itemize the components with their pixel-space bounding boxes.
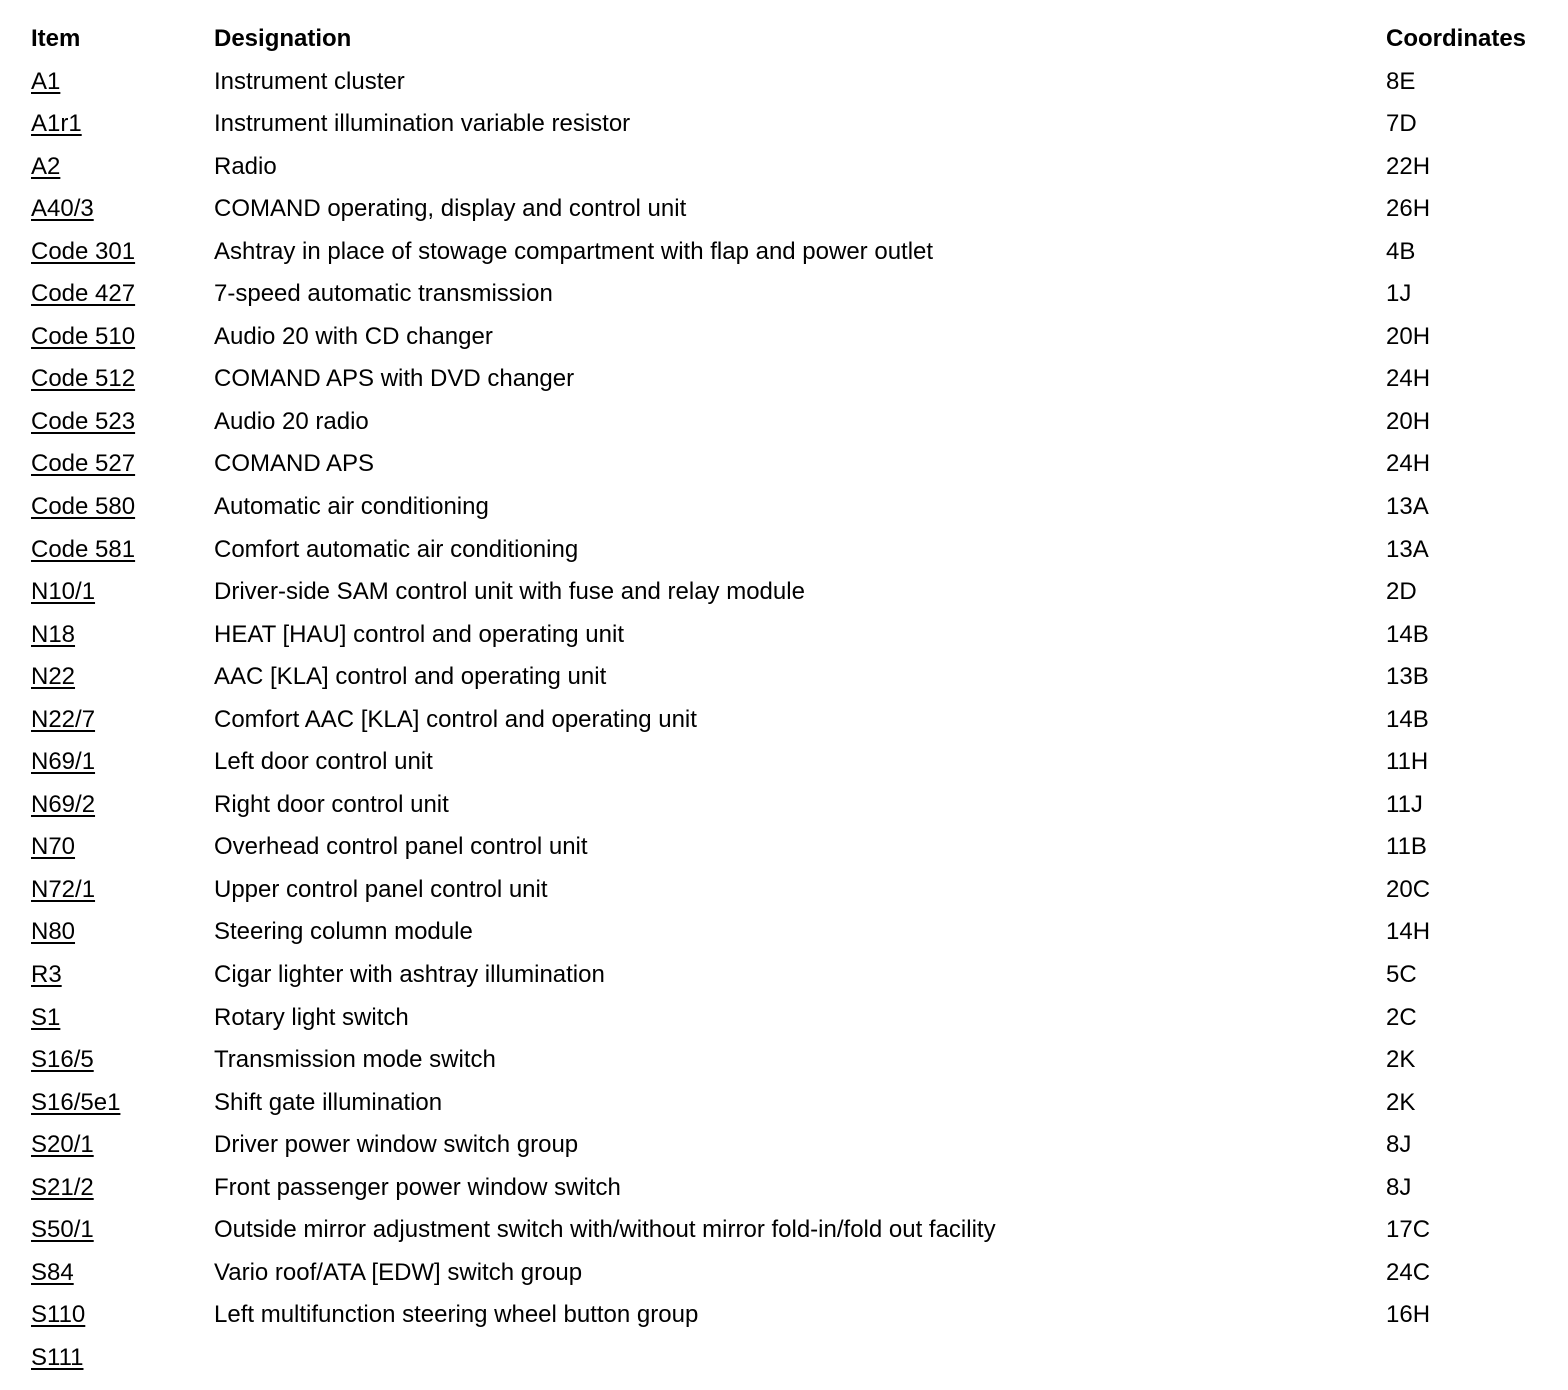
row-designation: Left door control unit <box>214 748 433 776</box>
component-table <box>31 18 1551 1380</box>
table-row <box>31 784 1551 827</box>
item-link[interactable]: S110 <box>31 1301 86 1329</box>
table-row <box>31 741 1551 784</box>
row-designation: COMAND APS <box>214 450 375 478</box>
row-coordinates: 26H <box>1386 195 1431 223</box>
item-link[interactable]: S21/2 <box>31 1173 94 1201</box>
row-coordinates: 5C <box>1386 961 1417 989</box>
item-link[interactable]: S111 <box>31 1343 84 1371</box>
item-link[interactable]: S20/1 <box>31 1131 94 1159</box>
row-designation: Outside mirror adjustment switch with/without mirror fold-in/fold out facility <box>214 1216 996 1244</box>
row-item-cell <box>31 997 60 1040</box>
table-row <box>31 273 1551 316</box>
row-designation: Ashtray in place of stowage compartment with flap and power outlet <box>214 237 934 265</box>
row-item-cell <box>31 1294 85 1337</box>
table-row <box>31 1039 1551 1082</box>
row-designation: Radio <box>214 152 277 180</box>
item-link[interactable]: Code 580 <box>31 493 136 521</box>
row-designation: AAC [KLA] control and operating unit <box>214 663 607 691</box>
row-coordinates: 24H <box>1386 450 1431 478</box>
row-coordinates: 22H <box>1386 152 1431 180</box>
row-item-cell <box>31 869 95 912</box>
row-item-cell <box>31 614 75 657</box>
header-item: Item <box>31 25 81 52</box>
row-designation: Driver-side SAM control unit with fuse and relay module <box>214 578 805 606</box>
table-row <box>31 358 1551 401</box>
row-designation: Cigar lighter with ashtray illumination <box>214 961 605 989</box>
table-row <box>31 1294 1551 1337</box>
table-row <box>31 571 1551 614</box>
row-coordinates: 2K <box>1386 1046 1416 1074</box>
table-row <box>31 1337 1551 1380</box>
table-row <box>31 614 1551 657</box>
item-link[interactable]: S1 <box>31 1003 61 1031</box>
row-designation: Steering column module <box>214 918 473 946</box>
row-coordinates: 20C <box>1386 875 1431 903</box>
item-link[interactable]: Code 581 <box>31 535 136 563</box>
row-coordinates: 11B <box>1386 833 1427 861</box>
row-coordinates: 17C <box>1386 1216 1431 1244</box>
row-designation: Rotary light switch <box>214 1003 409 1031</box>
table-row <box>31 1082 1551 1125</box>
table-row <box>31 316 1551 359</box>
row-item-cell <box>31 443 135 486</box>
table-body <box>31 61 1551 1380</box>
row-coordinates: 20H <box>1386 407 1431 435</box>
row-designation: Instrument cluster <box>214 67 405 95</box>
row-coordinates: 20H <box>1386 322 1431 350</box>
row-item-cell <box>31 1039 94 1082</box>
table-row <box>31 443 1551 486</box>
table-row <box>31 146 1551 189</box>
row-item-cell <box>31 954 62 997</box>
table-row <box>31 486 1551 529</box>
item-link[interactable]: N72/1 <box>31 875 96 903</box>
row-designation: HEAT [HAU] control and operating unit <box>214 620 624 648</box>
row-item-cell <box>31 1252 74 1295</box>
row-coordinates: 13B <box>1386 663 1429 691</box>
row-coordinates: 14B <box>1386 705 1429 733</box>
row-designation: Audio 20 with CD changer <box>214 322 493 350</box>
row-item-cell <box>31 486 135 529</box>
item-link[interactable]: N80 <box>31 918 76 946</box>
table-row <box>31 188 1551 231</box>
row-item-cell <box>31 61 60 104</box>
row-coordinates: 11H <box>1386 748 1429 776</box>
row-designation: Overhead control panel control unit <box>214 833 588 861</box>
row-designation: Comfort AAC [KLA] control and operating unit <box>214 705 697 733</box>
item-link[interactable]: A2 <box>31 152 61 180</box>
table-row <box>31 911 1551 954</box>
row-item-cell <box>31 231 135 274</box>
table-row <box>31 1167 1551 1210</box>
row-designation: Vario roof/ATA [EDW] switch group <box>214 1258 583 1286</box>
row-item-cell <box>31 1337 84 1380</box>
row-coordinates: 24H <box>1386 365 1431 393</box>
row-item-cell <box>31 103 82 146</box>
item-link[interactable]: Code 512 <box>31 365 136 393</box>
row-coordinates: 13A <box>1386 535 1429 563</box>
row-item-cell <box>31 571 95 614</box>
item-link[interactable]: N10/1 <box>31 578 96 606</box>
item-link[interactable]: S16/5e1 <box>31 1088 121 1116</box>
row-designation: 7-speed automatic transmission <box>214 280 553 308</box>
item-link[interactable]: N69/1 <box>31 748 96 776</box>
row-designation: COMAND operating, display and control unit <box>214 195 687 223</box>
table-row <box>31 869 1551 912</box>
item-link[interactable]: Code 427 <box>31 280 136 308</box>
table-row <box>31 997 1551 1040</box>
item-link[interactable]: A1r1 <box>31 110 82 138</box>
row-item-cell <box>31 656 75 699</box>
row-coordinates: 16H <box>1386 1301 1431 1329</box>
row-coordinates: 2D <box>1386 578 1417 606</box>
row-designation: Audio 20 radio <box>214 407 369 435</box>
row-coordinates: 2K <box>1386 1088 1416 1116</box>
row-designation: Transmission mode switch <box>214 1046 496 1074</box>
row-designation: Right door control unit <box>214 790 449 818</box>
item-link[interactable]: N22 <box>31 663 76 691</box>
row-coordinates: 14H <box>1386 918 1431 946</box>
table-row <box>31 699 1551 742</box>
row-coordinates: 13A <box>1386 493 1429 521</box>
row-coordinates: 14B <box>1386 620 1429 648</box>
item-link[interactable]: Code 527 <box>31 450 136 478</box>
item-link[interactable]: S50/1 <box>31 1216 94 1244</box>
table-row <box>31 1252 1551 1295</box>
row-item-cell <box>31 401 135 444</box>
row-designation: Shift gate illumination <box>214 1088 443 1116</box>
item-link[interactable]: Code 523 <box>31 407 136 435</box>
table-row <box>31 529 1551 572</box>
table-row <box>31 231 1551 274</box>
row-item-cell <box>31 316 135 359</box>
row-item-cell <box>31 1209 94 1252</box>
table-row <box>31 954 1551 997</box>
item-link[interactable]: Code 510 <box>31 322 136 350</box>
header-coordinates: Coordinates <box>1386 25 1527 52</box>
row-item-cell <box>31 1082 120 1125</box>
row-item-cell <box>31 1167 94 1210</box>
row-coordinates: 4B <box>1386 237 1416 265</box>
row-item-cell <box>31 188 94 231</box>
row-item-cell <box>31 1124 94 1167</box>
row-item-cell <box>31 699 95 742</box>
row-coordinates: 7D <box>1386 110 1417 138</box>
table-row <box>31 1124 1551 1167</box>
table-row <box>31 1209 1551 1252</box>
item-link[interactable]: A40/3 <box>31 195 94 223</box>
row-designation: Automatic air conditioning <box>214 493 489 521</box>
item-link[interactable]: S84 <box>31 1258 74 1286</box>
table-header <box>31 18 1551 61</box>
row-coordinates: 8J <box>1386 1173 1412 1201</box>
row-designation: Driver power window switch group <box>214 1131 579 1159</box>
row-item-cell <box>31 741 95 784</box>
row-coordinates: 8J <box>1386 1131 1412 1159</box>
table-row <box>31 401 1551 444</box>
item-link[interactable]: N18 <box>31 620 76 648</box>
row-item-cell <box>31 826 75 869</box>
table-row <box>31 826 1551 869</box>
row-item-cell <box>31 146 60 189</box>
row-coordinates: 24C <box>1386 1258 1431 1286</box>
row-designation: Upper control panel control unit <box>214 875 548 903</box>
row-designation: Comfort automatic air conditioning <box>214 535 579 563</box>
item-link[interactable]: Code 301 <box>31 237 136 265</box>
item-link[interactable]: N22/7 <box>31 705 96 733</box>
row-designation: Instrument illumination variable resistor <box>214 110 631 138</box>
header-designation: Designation <box>214 25 352 52</box>
row-coordinates: 1J <box>1386 280 1412 308</box>
row-item-cell <box>31 911 75 954</box>
item-link[interactable]: S16/5 <box>31 1046 94 1074</box>
row-item-cell <box>31 273 135 316</box>
row-item-cell <box>31 529 135 572</box>
table-row <box>31 103 1551 146</box>
item-link[interactable]: R3 <box>31 961 62 989</box>
row-designation: Left multifunction steering wheel button group <box>214 1301 699 1329</box>
row-coordinates: 11J <box>1386 790 1423 818</box>
item-link[interactable]: N70 <box>31 833 76 861</box>
row-item-cell <box>31 784 95 827</box>
item-link[interactable]: A1 <box>31 67 61 95</box>
table-row <box>31 656 1551 699</box>
row-designation: COMAND APS with DVD changer <box>214 365 575 393</box>
row-designation: Front passenger power window switch <box>214 1173 621 1201</box>
row-coordinates: 8E <box>1386 67 1416 95</box>
row-item-cell <box>31 358 135 401</box>
row-coordinates: 2C <box>1386 1003 1417 1031</box>
table-row <box>31 61 1551 104</box>
item-link[interactable]: N69/2 <box>31 790 96 818</box>
